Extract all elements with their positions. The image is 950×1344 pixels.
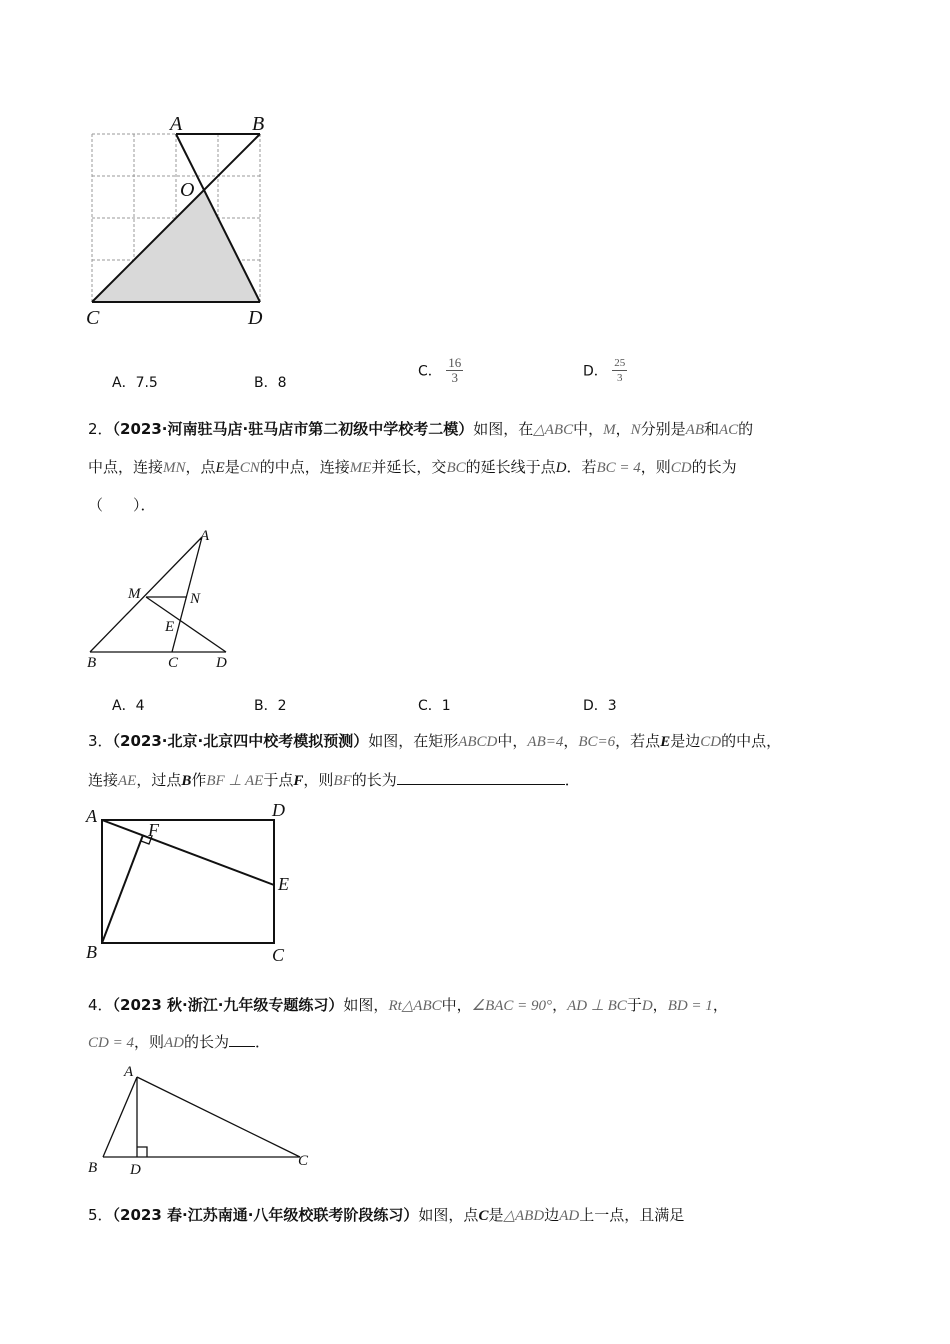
option-value: 3 — [607, 698, 617, 714]
q4-segment-ac — [137, 1077, 300, 1157]
math: F — [293, 773, 304, 789]
q5-source: （2023 春·江苏南通·八年级校联考阶段练习） — [112, 1206, 419, 1224]
q1-figure — [80, 110, 280, 330]
q5-number: 5． — [88, 1206, 113, 1224]
math: AB — [685, 422, 704, 438]
q3-label-d: D — [272, 800, 285, 820]
q2-option-d — [583, 695, 617, 715]
math: AE — [118, 773, 137, 789]
math: ME — [349, 460, 372, 476]
text: ，点 — [185, 458, 216, 476]
math: D — [641, 998, 653, 1014]
q4-line-1 — [88, 994, 728, 1015]
text: ，若点 — [615, 732, 661, 750]
option-letter: D． — [583, 698, 608, 714]
text: 的长为 — [183, 1033, 229, 1051]
math: BF — [333, 773, 352, 789]
q2-label-m: M — [128, 586, 141, 602]
text: 的延长线于点 — [465, 458, 556, 476]
q3-segment-bf — [102, 835, 143, 943]
q3-line-1 — [88, 730, 781, 751]
math: AB=4 — [527, 734, 564, 750]
text: 分别是 — [640, 420, 686, 438]
math: ABCD — [458, 734, 498, 750]
text: 上一点，且满足 — [579, 1206, 685, 1224]
text: 是 — [224, 458, 240, 476]
q4-label-c: C — [298, 1153, 309, 1169]
q1-option-d — [583, 356, 627, 385]
q4-label-a: A — [124, 1064, 134, 1080]
text: 的长为 — [691, 458, 737, 476]
option-value: 2 — [277, 698, 287, 714]
math: AD — [163, 1035, 184, 1051]
math: Rt△ABC — [388, 998, 442, 1014]
q1-option-c-fraction — [446, 356, 463, 385]
q3-rectangle-abcd — [102, 820, 274, 943]
answer-paren: （ ）． — [88, 496, 156, 514]
option-letter: D． — [583, 363, 608, 380]
text: 于 — [626, 996, 642, 1014]
q2-line-2 — [88, 456, 737, 477]
text: ，则 — [133, 1033, 164, 1051]
text: ． — [564, 771, 580, 789]
math: BC = 4 — [596, 460, 641, 476]
math: CN — [239, 460, 260, 476]
math: MN — [163, 460, 186, 476]
text: 中， — [573, 420, 604, 438]
q2-source: （2023·河南驻马店·驻马店市第二初级中学校考二模） — [112, 420, 474, 438]
q2-line-3 — [88, 494, 156, 515]
q1-option-d-fraction — [612, 356, 627, 385]
math: BD = 1 — [667, 998, 713, 1014]
option-letter: A． — [112, 375, 136, 391]
q4-line-2 — [88, 1031, 270, 1052]
q2-label-e: E — [165, 619, 175, 635]
math: AD — [559, 1208, 580, 1224]
text: ，则 — [640, 458, 671, 476]
text: ． — [255, 1033, 271, 1051]
math: N — [630, 422, 641, 438]
q3-answer-blank[interactable] — [397, 770, 565, 785]
fraction-denominator: 3 — [616, 372, 623, 384]
math: △ABD — [503, 1208, 545, 1224]
text: ，则 — [303, 771, 334, 789]
math: M — [603, 422, 616, 438]
option-value: 7.5 — [135, 375, 158, 391]
q2-option-a — [112, 695, 145, 715]
math: ∠BAC = 90° — [471, 998, 553, 1014]
q3-label-c: C — [272, 945, 285, 965]
text: 边 — [544, 1206, 560, 1224]
option-value: 4 — [135, 698, 145, 714]
q2-label-b: B — [87, 655, 97, 670]
option-letter: B． — [254, 698, 278, 714]
q3-source: （2023·北京·北京四中校考模拟预测） — [112, 732, 369, 750]
math: B — [181, 773, 192, 789]
q3-number: 3． — [88, 732, 113, 750]
math: BF ⊥ AE — [206, 773, 264, 789]
math: △ABC — [533, 422, 574, 438]
q3-figure — [80, 798, 310, 968]
math: E — [660, 734, 671, 750]
text: 的 — [738, 420, 754, 438]
q5-line-1 — [88, 1204, 684, 1225]
text: ．若 — [566, 458, 597, 476]
q1-label-c: C — [86, 307, 100, 329]
q2-figure — [80, 525, 240, 670]
fraction-numerator: 16 — [448, 355, 462, 370]
text: 于点 — [263, 771, 294, 789]
fraction-denominator: 3 — [451, 370, 458, 385]
q4-source: （2023 秋·浙江·九年级专题练习） — [112, 996, 344, 1014]
q2-option-c — [418, 695, 451, 715]
text: 中点，连接 — [88, 458, 164, 476]
text: ， — [652, 996, 668, 1014]
q4-answer-blank[interactable] — [229, 1032, 255, 1047]
q1-option-a — [112, 372, 158, 392]
text: 是边 — [670, 732, 701, 750]
q1-label-d: D — [248, 307, 263, 329]
text: 和 — [703, 420, 719, 438]
q3-label-b: B — [86, 942, 97, 962]
q4-label-d: D — [130, 1162, 141, 1178]
q1-option-b — [254, 372, 287, 392]
q1-option-c — [418, 356, 463, 385]
q2-number: 2． — [88, 420, 113, 438]
text: ， — [552, 996, 568, 1014]
math: BC — [446, 460, 466, 476]
text: 的中点，连接 — [259, 458, 350, 476]
text: 的中点， — [721, 732, 782, 750]
q4-number: 4． — [88, 996, 113, 1014]
text: 是 — [488, 1206, 504, 1224]
text: ， — [615, 420, 631, 438]
text: 如图， — [343, 996, 389, 1014]
text: 作 — [191, 771, 207, 789]
math: BC=6 — [578, 734, 616, 750]
q3-line-2 — [88, 769, 580, 790]
math: CD — [700, 734, 722, 750]
option-letter: B． — [254, 375, 278, 391]
math: AD ⊥ BC — [567, 998, 627, 1014]
text: 如图，点 — [418, 1206, 479, 1224]
q4-segment-ab — [103, 1077, 137, 1157]
option-letter: A． — [112, 698, 136, 714]
math: CD = 4 — [88, 1035, 134, 1051]
text: 并延长，交 — [371, 458, 447, 476]
math: AC — [719, 422, 739, 438]
q2-segment-ab — [90, 537, 202, 652]
option-letter: C． — [418, 698, 442, 714]
text: 的长为 — [351, 771, 397, 789]
text: 如图，在矩形 — [368, 732, 459, 750]
math: D — [555, 460, 567, 476]
q2-label-c: C — [168, 655, 179, 670]
math: E — [215, 460, 225, 476]
text: 如图，在 — [473, 420, 534, 438]
q1-label-o: O — [180, 179, 195, 201]
q2-label-a: A — [200, 528, 210, 544]
q2-label-n: N — [190, 591, 201, 607]
q2-option-b — [254, 695, 287, 715]
q1-label-a: A — [170, 113, 183, 135]
option-value: 1 — [441, 698, 451, 714]
q3-label-f: F — [148, 820, 159, 840]
q1-label-b: B — [252, 113, 265, 135]
math: C — [478, 1208, 489, 1224]
q4-label-b: B — [88, 1160, 98, 1176]
q2-line-1 — [88, 418, 753, 439]
option-letter: C． — [418, 363, 442, 380]
fraction-numerator: 25 — [614, 357, 626, 369]
q4-figure — [80, 1058, 330, 1178]
text: 中， — [497, 732, 528, 750]
q2-segment-md — [146, 597, 226, 652]
text: ， — [563, 732, 579, 750]
text: 中， — [441, 996, 472, 1014]
math: CD — [670, 460, 692, 476]
q4-right-angle-mark — [137, 1147, 147, 1157]
text: ， — [712, 996, 728, 1014]
text: 连接 — [88, 771, 119, 789]
q3-label-a: A — [86, 806, 97, 826]
q3-label-e: E — [278, 874, 289, 894]
option-value: 8 — [277, 375, 287, 391]
text: ，过点 — [136, 771, 182, 789]
q2-label-d: D — [216, 655, 227, 670]
